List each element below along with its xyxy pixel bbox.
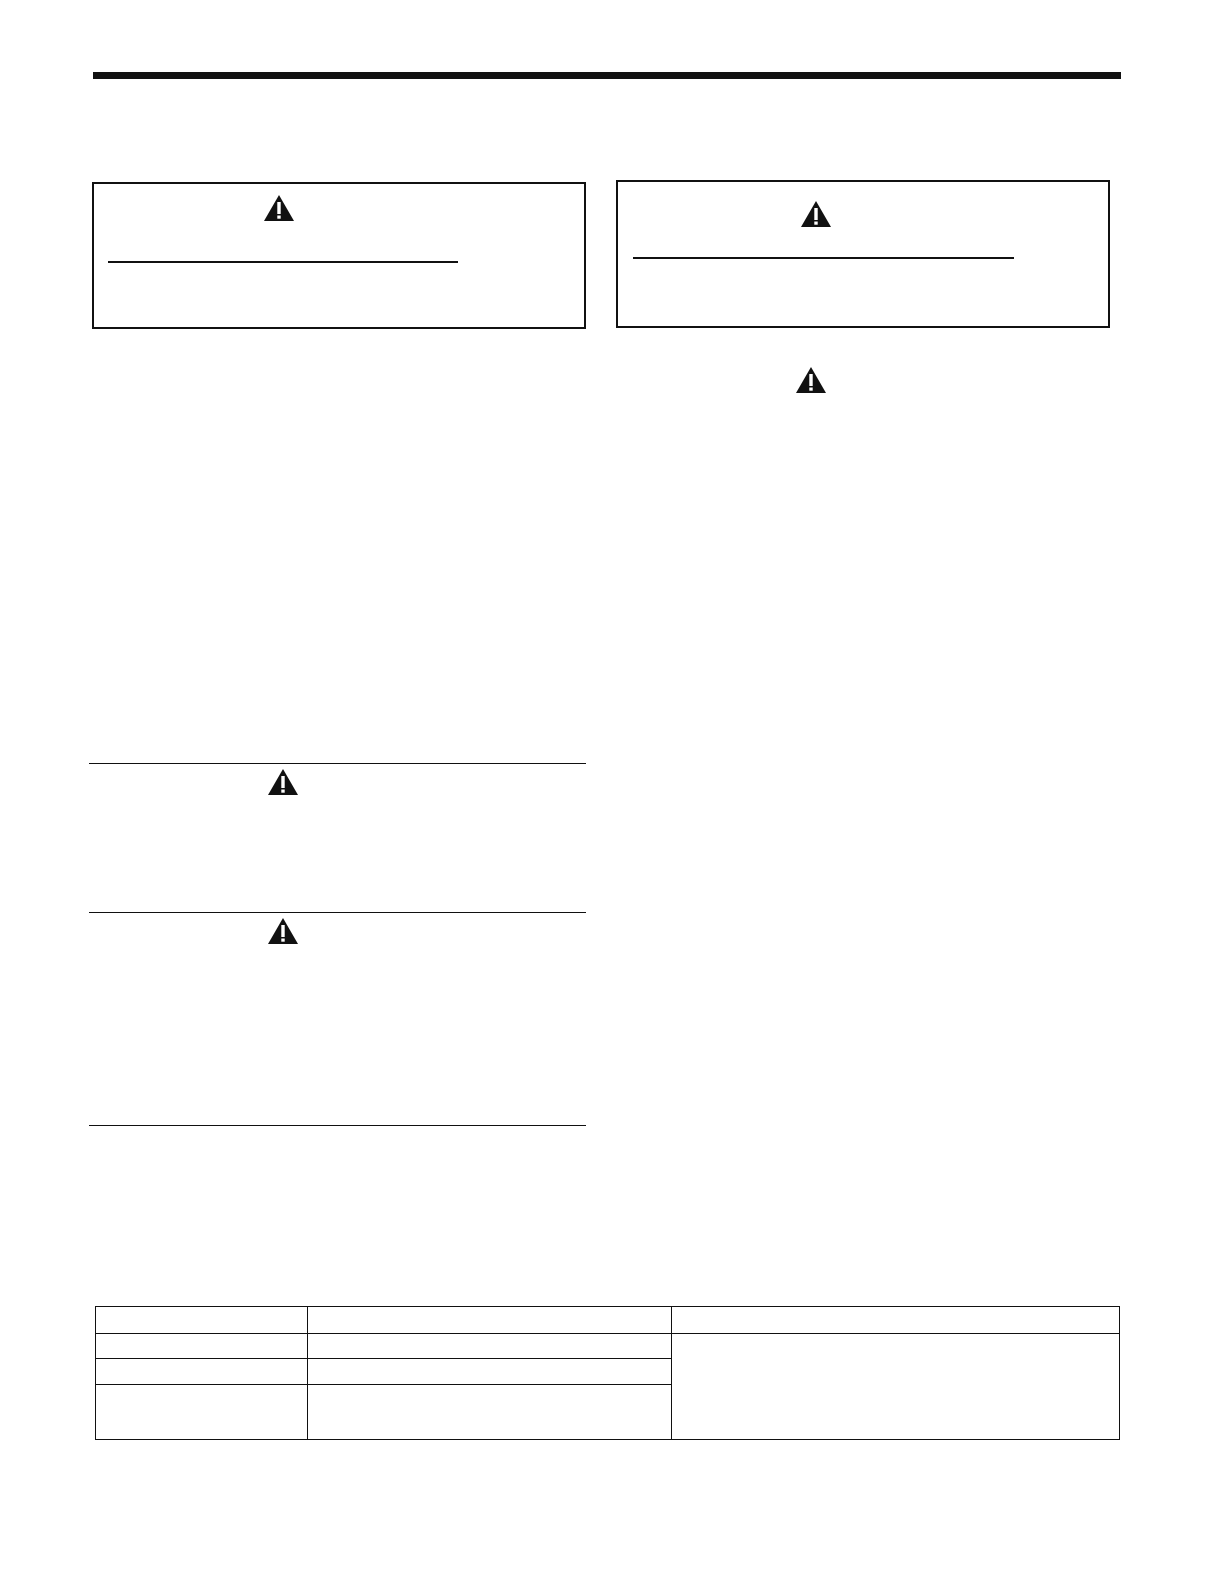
warning-triangle-icon — [267, 917, 299, 945]
right-warning-heading-underline — [633, 257, 1014, 259]
left-notice-top-rule — [89, 763, 586, 764]
left-warning-heading-underline — [108, 261, 458, 263]
table-cell — [96, 1385, 307, 1439]
warning-triangle-icon — [267, 768, 299, 796]
table-cell — [308, 1334, 671, 1358]
table-cell — [96, 1334, 307, 1358]
warning-triangle-icon — [795, 366, 827, 394]
specification-table — [95, 1306, 1120, 1440]
table-cell — [308, 1359, 671, 1384]
warning-triangle-icon — [263, 194, 295, 222]
left-notice-middle-rule — [89, 912, 586, 913]
table-header-cell — [308, 1307, 671, 1333]
table-cell — [96, 1359, 307, 1384]
table-header-cell — [96, 1307, 307, 1333]
table-header-cell — [672, 1307, 1119, 1333]
warning-triangle-icon — [800, 200, 832, 228]
left-warning-box — [92, 182, 586, 329]
left-notice-bottom-rule — [89, 1125, 586, 1126]
table-cell — [308, 1385, 671, 1439]
table-merged-cell — [672, 1334, 1119, 1439]
page-top-rule — [93, 72, 1121, 79]
right-warning-box — [616, 180, 1110, 328]
